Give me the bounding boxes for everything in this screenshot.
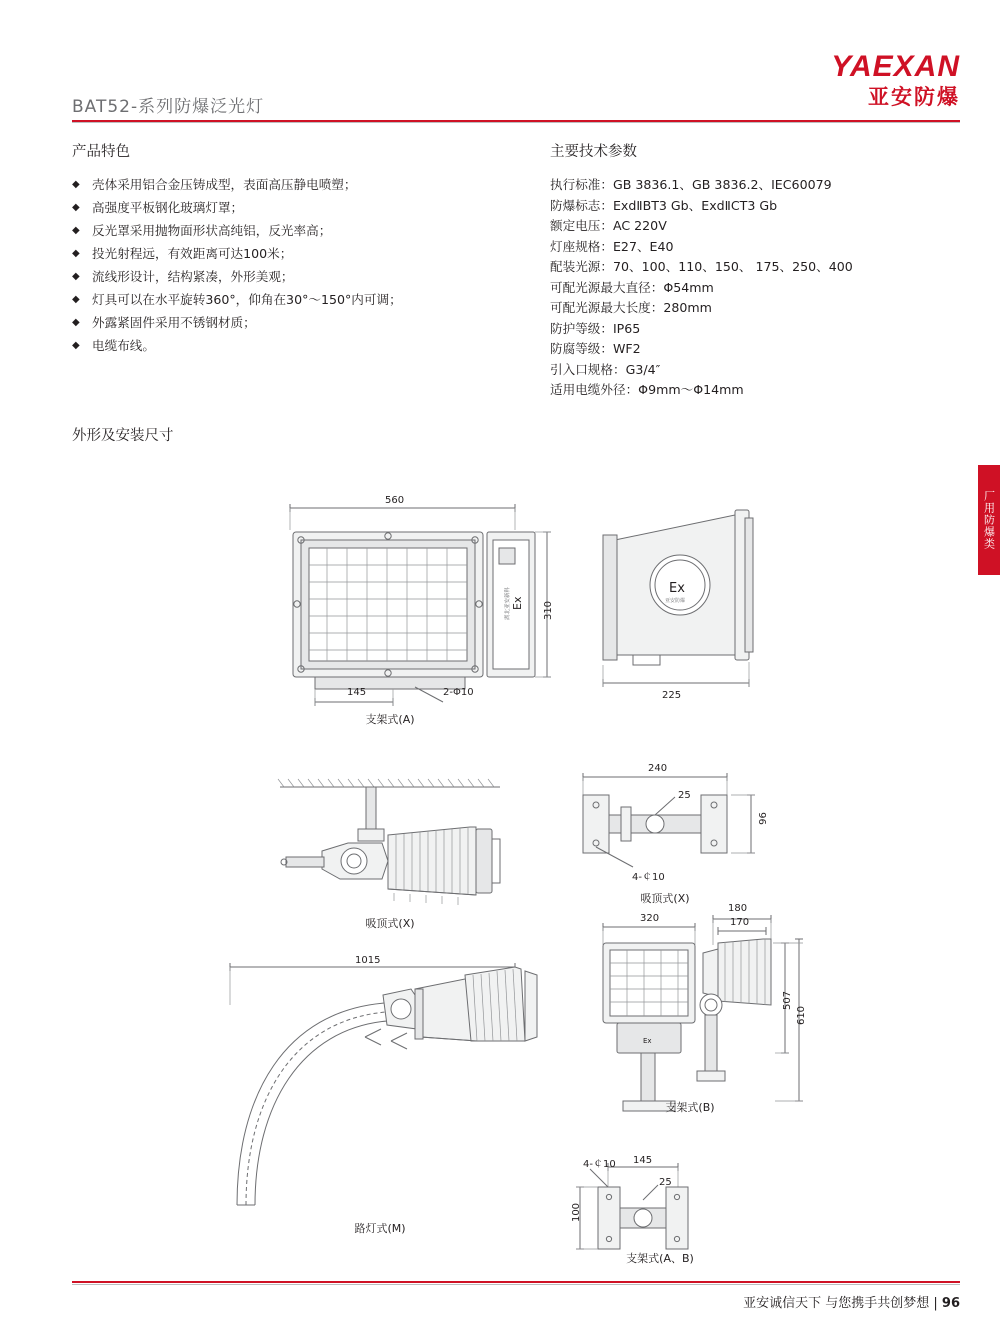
bullet-icon: ◆ bbox=[72, 248, 80, 259]
spec-row: 引入口规格：G3/4″ bbox=[550, 361, 661, 377]
dim-label: 180 bbox=[728, 903, 748, 914]
footer-separator: | bbox=[933, 1296, 938, 1311]
figure-street-lamp bbox=[215, 945, 545, 1245]
bullet-icon: ◆ bbox=[72, 294, 80, 305]
dim-label: 25 bbox=[678, 790, 691, 801]
list-item bbox=[72, 290, 492, 311]
svg-text:Ex: Ex bbox=[669, 581, 685, 596]
technical-specs-section bbox=[550, 140, 970, 401]
bullet-icon: ◆ bbox=[72, 179, 80, 190]
header-divider-secondary bbox=[72, 122, 960, 123]
list-item bbox=[72, 244, 492, 265]
dim-label: 560 bbox=[385, 495, 405, 506]
spec-row: 执行标准：GB 3836.1、GB 3836.2、IEC60079 bbox=[550, 177, 832, 192]
feature-text: 投光射程远，有效距离可达100米； bbox=[92, 246, 293, 261]
dim-label: 2-Φ10 bbox=[443, 687, 474, 698]
dim-label: 225 bbox=[662, 690, 682, 701]
page-title: BAT52-系列防爆泛光灯 bbox=[72, 97, 265, 117]
dim-label: 240 bbox=[648, 763, 668, 774]
svg-text:Ex: Ex bbox=[643, 1037, 652, 1045]
spec-row: 适用电缆外径：Φ9mm～Φ14mm bbox=[550, 382, 744, 397]
feature-text: 反光罩采用抛物面形状高纯铝，反光率高； bbox=[92, 223, 332, 238]
features-list bbox=[72, 175, 492, 357]
spec-row: 配装光源：70、100、110、150、 175、250、400 bbox=[550, 259, 853, 274]
spec-row: 可配光源最大长度：280mm bbox=[550, 300, 712, 315]
dim-label: 100 bbox=[571, 1202, 583, 1223]
spec-row: 防爆标志：ExdⅡBT3 Gb、ExdⅡCT3 Gb bbox=[550, 197, 778, 213]
footer bbox=[743, 1292, 960, 1311]
spec-row: 防护等级：IP65 bbox=[550, 320, 641, 336]
svg-text:Ex: Ex bbox=[511, 596, 524, 610]
dimensions-heading: 外形及安装尺寸 bbox=[72, 428, 174, 444]
dim-label: 320 bbox=[640, 913, 660, 924]
features-heading: 产品特色 bbox=[72, 144, 130, 160]
list-item bbox=[72, 336, 492, 357]
figure-caption: 吸顶式(X) bbox=[640, 892, 690, 905]
figure-side-view bbox=[585, 480, 835, 710]
dim-label: 1015 bbox=[355, 955, 381, 966]
specs-heading: 主要技术参数 bbox=[550, 144, 637, 160]
side-tab-label: 厂用防爆类 bbox=[982, 490, 996, 550]
feature-text: 电缆布线。 bbox=[92, 338, 155, 353]
spec-row: 防腐等级：WF2 bbox=[550, 341, 641, 356]
list-item bbox=[72, 175, 492, 196]
spec-row: 可配光源最大直径：Φ54mm bbox=[550, 279, 714, 295]
svg-text:湖北亚安新科: 湖北亚安新科 bbox=[505, 586, 511, 620]
bullet-icon: ◆ bbox=[72, 225, 80, 236]
dimension-drawings bbox=[0, 455, 1000, 1265]
footer-slogan: 亚安诚信天下 与您携手共创梦想 bbox=[743, 1296, 930, 1311]
figure-caption: 吸顶式(X) bbox=[365, 917, 415, 930]
spec-row: 额定电压：AC 220V bbox=[550, 218, 667, 233]
figure-caption: 支架式(B) bbox=[665, 1101, 715, 1114]
dim-label: 145 bbox=[347, 687, 367, 698]
bullet-icon: ◆ bbox=[72, 340, 80, 351]
feature-text: 壳体采用铝合金压铸成型，表面高压静电喷塑； bbox=[92, 177, 357, 192]
brand-name-cn: 亚安防爆 bbox=[868, 85, 960, 109]
figure-caption: 支架式(A、B) bbox=[626, 1252, 694, 1265]
list-item bbox=[72, 198, 492, 219]
brand-logo bbox=[831, 52, 960, 108]
dim-label: 145 bbox=[633, 1155, 653, 1166]
dim-label: 96 bbox=[757, 812, 769, 825]
bullet-icon: ◆ bbox=[72, 202, 80, 213]
svg-text:亚安防爆: 亚安防爆 bbox=[665, 598, 686, 604]
figure-caption: 支架式(A) bbox=[365, 713, 415, 726]
list-item bbox=[72, 267, 492, 288]
list-item bbox=[72, 313, 492, 334]
figure-front-view bbox=[275, 480, 565, 740]
feature-text: 流线形设计，结构紧凑，外形美观； bbox=[92, 269, 294, 284]
feature-text: 灯具可以在水平旋转360°，仰角在30°～150°内可调； bbox=[92, 292, 402, 307]
dim-label: 507 bbox=[782, 990, 794, 1011]
figure-ceiling-mount-lamp bbox=[270, 765, 560, 915]
dim-label: 4-￠10 bbox=[632, 872, 665, 883]
dim-label: 25 bbox=[659, 1177, 672, 1188]
brand-name-en: YAEXAN bbox=[831, 50, 960, 83]
list-item bbox=[72, 221, 492, 242]
footer-divider bbox=[72, 1281, 960, 1283]
dim-label: 310 bbox=[543, 600, 555, 621]
page-number: 96 bbox=[941, 1296, 960, 1311]
dim-label: 610 bbox=[796, 1005, 808, 1026]
product-features-section bbox=[72, 140, 492, 359]
spec-row: 灯座规格：E27、E40 bbox=[550, 238, 674, 254]
figure-ceiling-bracket-plate bbox=[555, 755, 785, 885]
feature-text: 高强度平板钢化玻璃灯罩； bbox=[92, 200, 244, 215]
dim-label: 170 bbox=[730, 917, 750, 928]
figure-caption: 路灯式(M) bbox=[354, 1222, 406, 1235]
footer-divider-secondary bbox=[72, 1284, 960, 1285]
bullet-icon: ◆ bbox=[72, 271, 80, 282]
feature-text: 外露紧固件采用不锈钢材质； bbox=[92, 315, 256, 330]
bullet-icon: ◆ bbox=[72, 317, 80, 328]
dim-label: 4-￠10 bbox=[583, 1159, 616, 1170]
